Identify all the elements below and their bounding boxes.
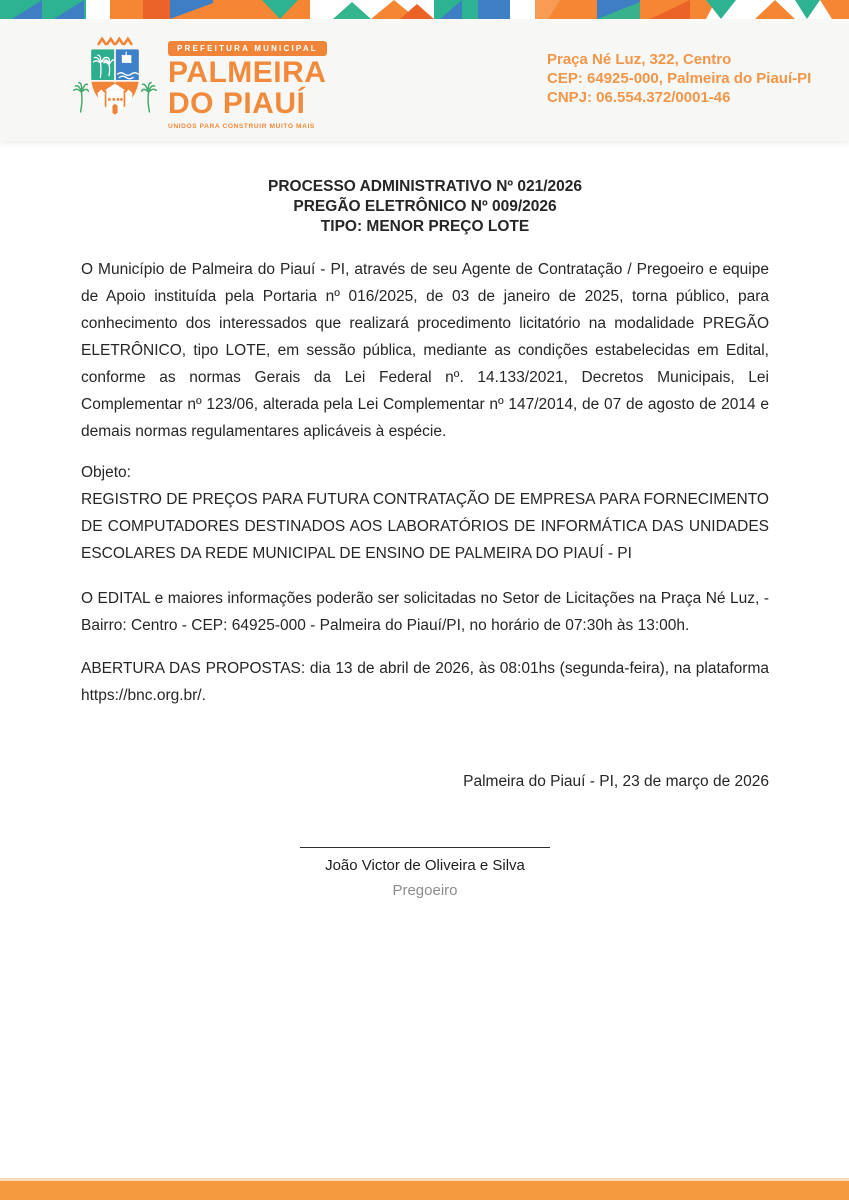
logo-text (168, 36, 327, 130)
signature-block (81, 847, 769, 899)
document-title (81, 177, 769, 237)
signature-role: Pregoeiro (392, 882, 458, 899)
coat-of-arms-icon (72, 36, 158, 131)
letterhead (0, 0, 849, 141)
logo-tagline: UNIDOS PARA CONSTRUIR MUITO MAIS (168, 123, 315, 130)
date-line: Palmeira do Piauí - PI, 23 de março de 2026 (463, 773, 769, 790)
decorative-banner (0, 0, 849, 19)
contact-cep: CEP: 64925-000, Palmeira do Piauí-PI (547, 70, 812, 87)
municipality-logo (72, 36, 327, 131)
document-body (81, 141, 769, 899)
logo-title-line2: DO PIAUÍ (168, 87, 306, 120)
contact-address: Praça Né Luz, 322, Centro (547, 51, 732, 68)
title-pregao: PREGÃO ELETRÔNICO Nº 009/2026 (293, 198, 557, 215)
signature-name: João Victor de Oliveira e Silva (325, 857, 525, 874)
title-processo: PROCESSO ADMINISTRATIVO Nº 021/2026 (267, 178, 583, 195)
logo-title-line1: PALMEIRA (168, 56, 327, 89)
edital-paragraph: O EDITAL e maiores informações poderão ser solicitadas no Setor de Licitações na Praça Né Luz, - Bairro: Centro - CEP: 64925-000 - Palmeira do Piauí/PI, no horário de 07:30h às 13:00h. (81, 590, 769, 634)
contact-info (547, 50, 811, 107)
abertura-paragraph: ABERTURA DAS PROPOSTAS: dia 13 de abril de 2026, às 08:01hs (segunda-feira), na plataforma https://bnc.org.br/. (81, 660, 769, 704)
logo-badge: PREFEITURA MUNICIPAL (168, 41, 327, 56)
object-paragraph: REGISTRO DE PREÇOS PARA FUTURA CONTRATAÇÃO DE EMPRESA PARA FORNECIMENTO DE COMPUTADORES DESTINADOS AOS LABORATÓRIOS DE INFORMÁTICA DAS UNIDADES ESCOLARES DA REDE MUNICIPAL DE ENSINO DE PALMEIRA DO PIAUÍ - PI (81, 491, 769, 562)
object-label: Objeto: (81, 464, 131, 481)
signature-line (300, 847, 550, 848)
title-tipo: TIPO: MENOR PREÇO LOTE (320, 218, 530, 235)
contact-cnpj: CNPJ: 06.554.372/0001-46 (547, 89, 731, 106)
footer-bar (0, 1178, 849, 1200)
intro-paragraph: O Município de Palmeira do Piauí - PI, através de seu Agente de Contratação / Pregoeiro e equipe de Apoio instituída pela Portaria nº 016/2025, de 03 de janeiro de 2025, torna público, para conhecimento dos interessados que realizará procedimento licitatório na modalidade PREGÃO ELETRÔNICO, tipo LOTE, em sessão pública, mediante as condições estabelecidas em Edital, conforme as normas Gerais da Lei Federal nº. 14.133/2021, Decretos Municipais, Lei Complementar nº 123/06, alterada pela Lei Complementar nº 147/2014, de 07 de agosto de 2014 e demais normas regulamentares aplicáveis à espécie. (81, 261, 769, 440)
